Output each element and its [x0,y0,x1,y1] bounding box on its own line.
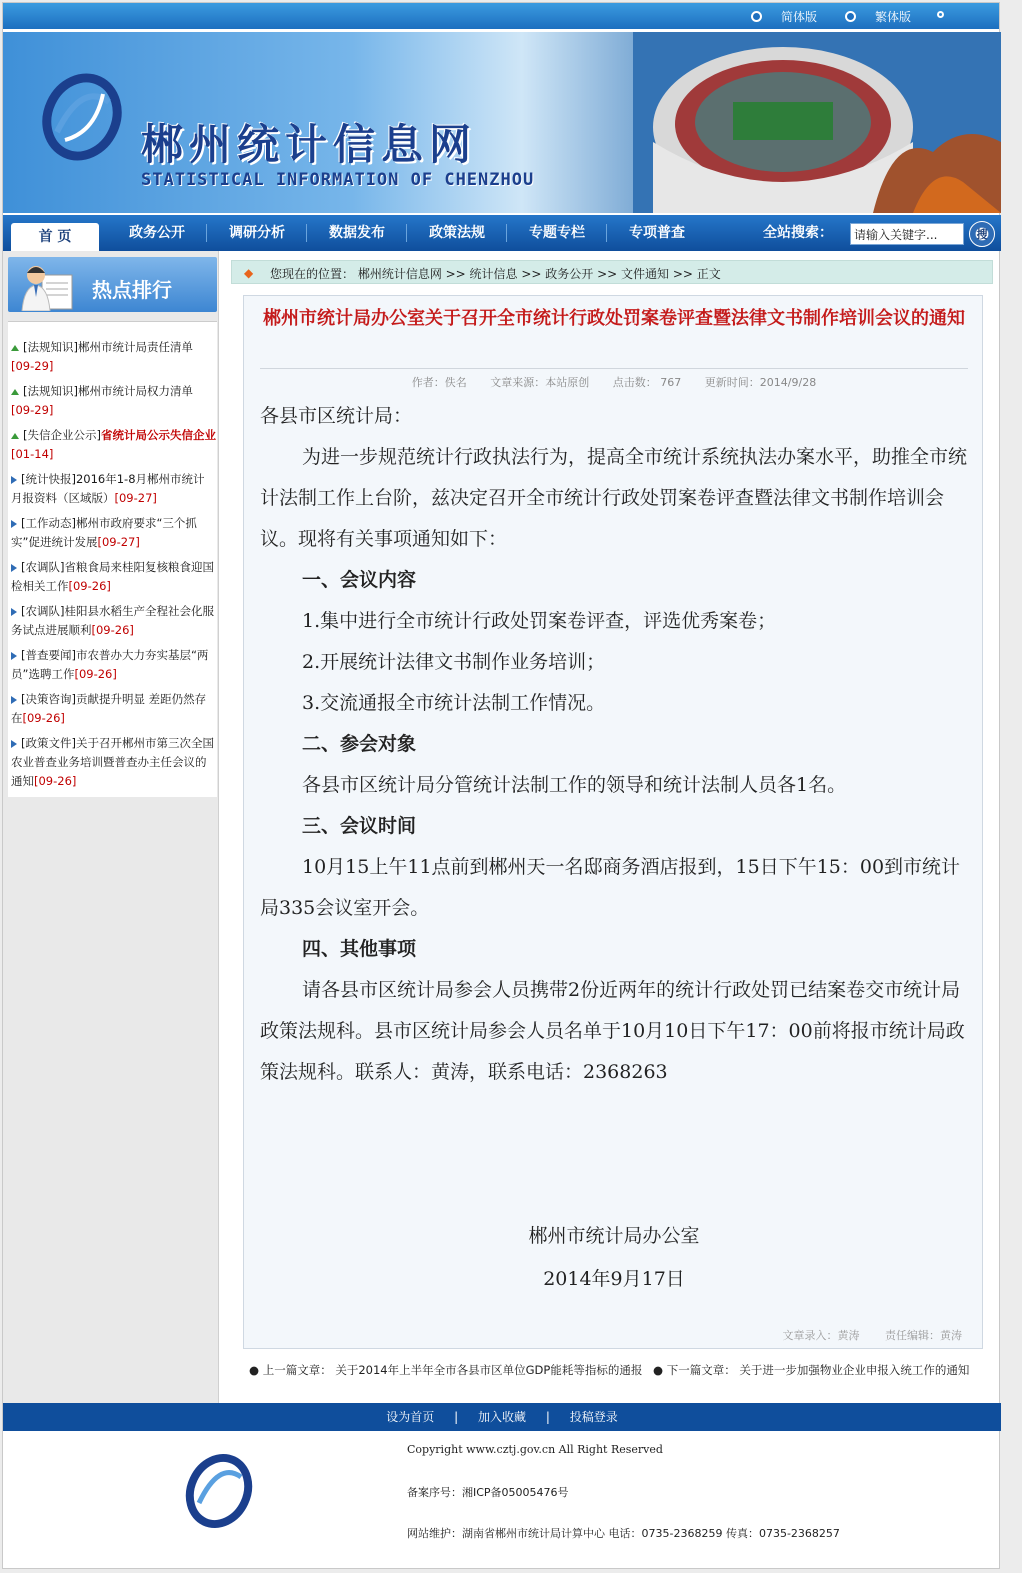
intro-paragraph: 为进一步规范统计行政执法行为，提高全市统计系统执法办案水平，助推全市统计法制工作上台阶，兹决定召开全市统计行政处罚案卷评查暨法律文书制作培训会议。现将有关事项通知如下： [260,446,968,550]
bullet-icon [11,696,17,704]
item-3: 3.交流通报全市统计法制工作情况。 [302,692,606,714]
attendees-paragraph: 各县市区统计局分管统计法制工作的领导和统计法制人员各1名。 [302,774,847,796]
salutation: 各县市区统计局： [260,405,413,427]
list-item[interactable]: [决策咨询]贡献提升明显 差距仍然存在[09-26] [11,692,207,725]
search-input[interactable] [850,223,964,245]
section-heading: 三、会议时间 [302,815,417,837]
nav-census[interactable]: 专项普查 [629,225,685,241]
breadcrumb [231,260,993,284]
item-2: 2.开展统计法律文书制作业务培训； [302,651,606,673]
bullet-icon [11,740,17,748]
submit-login-link[interactable]: 投稿登录 [569,1410,618,1424]
person-icon [20,261,76,311]
bullet-icon [11,608,17,616]
banner [3,32,1001,213]
hot-ranking-title: 热点排行 [92,278,172,302]
separator: | [545,1410,550,1424]
bullet-icon [11,652,17,660]
signature-date: 2014年9月17日 [543,1268,685,1290]
prev-article-link[interactable]: 关于2014年上半年全市各县市区单位GDP能耗等指标的通报 [335,1363,643,1377]
bullet-icon [11,345,19,351]
time-paragraph: 10月15上午11点前到郴州天一名邸商务酒店报到，15日下午15：00到市统计局335会议室开会。 [260,856,961,919]
search-label: 全站搜索： [763,225,833,241]
list-item[interactable]: [普查要闻]市农普办大力夯实基层“两员”选聘工作[09-26] [11,648,209,681]
traditional-link[interactable]: 繁体版 [875,10,912,24]
site-title: 郴州统计信息网 [141,120,478,169]
prev-article: ● 上一篇文章： 关于2014年上半年全市各县市区单位GDP能耗等指标的通报 [249,1363,643,1377]
next-article: ● 下一篇文章： 关于进一步加强物业企业申报入统工作的通知 [653,1363,970,1377]
copyright: Copyright www.cztj.gov.cn All Right Reserved [407,1443,663,1456]
footer-links [3,1403,1001,1431]
hot-ranking-list [8,321,217,797]
next-article-link[interactable]: 关于进一步加强物业企业申报入统工作的通知 [739,1363,970,1377]
section-heading: 一、会议内容 [302,569,417,591]
nav-data-release[interactable]: 数据发布 [307,215,407,251]
list-item[interactable]: [法规知识]郴州市统计局权力清单 [09-29] [11,384,193,417]
bullet-icon [11,520,17,528]
set-homepage-link[interactable]: 设为首页 [386,1410,435,1424]
stadium-image [633,32,1001,213]
bullet-icon [11,564,17,572]
search-button[interactable]: 搜 [969,221,995,247]
divider [260,368,968,369]
list-item[interactable]: [统计快报]2016年1-8月郴州市统计月报资料（区域版）[09-27] [11,472,205,505]
article-footer-meta [761,1327,963,1343]
hot-ranking-header [8,257,217,312]
add-favorite-link[interactable]: 加入收藏 [477,1410,526,1424]
site-logo-icon [37,72,127,162]
dot-icon [937,11,944,18]
section-heading: 四、其他事项 [302,938,417,960]
signature: 郴州市统计局办公室 [528,1225,700,1247]
article-meta [244,374,984,390]
list-item[interactable]: [农调队]省粮食局来桂阳复核粮食迎国检相关工作[09-26] [11,560,214,593]
bullet-icon [11,476,17,484]
article-source: 文章来源：本站原创 [490,376,590,389]
article-author: 作者：佚名 [411,376,467,389]
article-updated: 更新时间：2014/9/28 [704,376,817,389]
entered-by: 文章录入：黄涛 [782,1329,860,1342]
section-heading: 二、参会对象 [302,733,417,755]
article-title: 郴州市统计局办公室关于召开全市统计行政处罚案卷评查暨法律文书制作培训会议的通知 [263,308,965,329]
nav-special-column[interactable]: 专题专栏 [507,215,607,251]
nav-home[interactable]: 首 页 [11,223,99,251]
top-bar [3,3,999,29]
list-item[interactable]: [农调队]桂阳县水稻生产全程社会化服务试点进展顺利[09-26] [11,604,214,637]
article-body [260,396,970,1093]
list-item[interactable]: [工作动态]郴州市政府要求“三个抓实”促进统计发展[09-27] [11,516,197,549]
item-1: 1.集中进行全市统计行政处罚案卷评查，评选优秀案卷； [302,610,777,632]
bullet-icon [11,433,19,439]
separator: | [454,1410,459,1424]
page [2,2,1000,1569]
article-clicks: 点击数： 767 [612,376,682,389]
bullet-icon [11,389,19,395]
footer-logo-icon [175,1449,263,1533]
list-item[interactable]: [失信企业公示]省统计局公示失信企业[01-14] [11,428,216,461]
nav-policy[interactable]: 政策法规 [407,215,507,251]
nav-research[interactable]: 调研分析 [207,215,307,251]
sidebar [3,251,219,1403]
breadcrumb-text[interactable]: 您现在的位置： 郴州统计信息网 >> 统计信息 >> 政务公开 >> 文件通知 >> 正文 [270,267,721,281]
maintainer-info: 网站维护：湖南省郴州市统计局计算中心 电话：0735-2368259 传真：0735-2368257 [407,1527,840,1540]
article-panel [243,295,983,1349]
editor: 责任编辑：黄涛 [885,1329,962,1342]
location-icon: ◆ [244,266,254,280]
site-subtitle: STATISTICAL INFORMATION OF CHENZHOU [141,170,535,190]
list-item[interactable]: [政策文件]关于召开郴州市第三次全国农业普查业务培训暨普查办主任会议的通知[09-26] [11,736,214,788]
list-item[interactable]: [法规知识]郴州市统计局责任清单 [09-29] [11,340,193,373]
main-nav [3,215,1001,251]
other-paragraph: 请各县市区统计局参会人员携带2份近两年的统计行政处罚已结案卷交市统计局政策法规科。县市区统计局参会人员名单于10月10日下午17：00前将报市统计局政策法规科。联系人：黄涛，联系电话：2368263 [260,979,965,1083]
nav-gov-affairs[interactable]: 政务公开 [107,215,207,251]
simplified-link[interactable]: 简体版 [781,10,818,24]
icp-record: 备案序号：湘ICP备05005476号 [407,1486,569,1499]
